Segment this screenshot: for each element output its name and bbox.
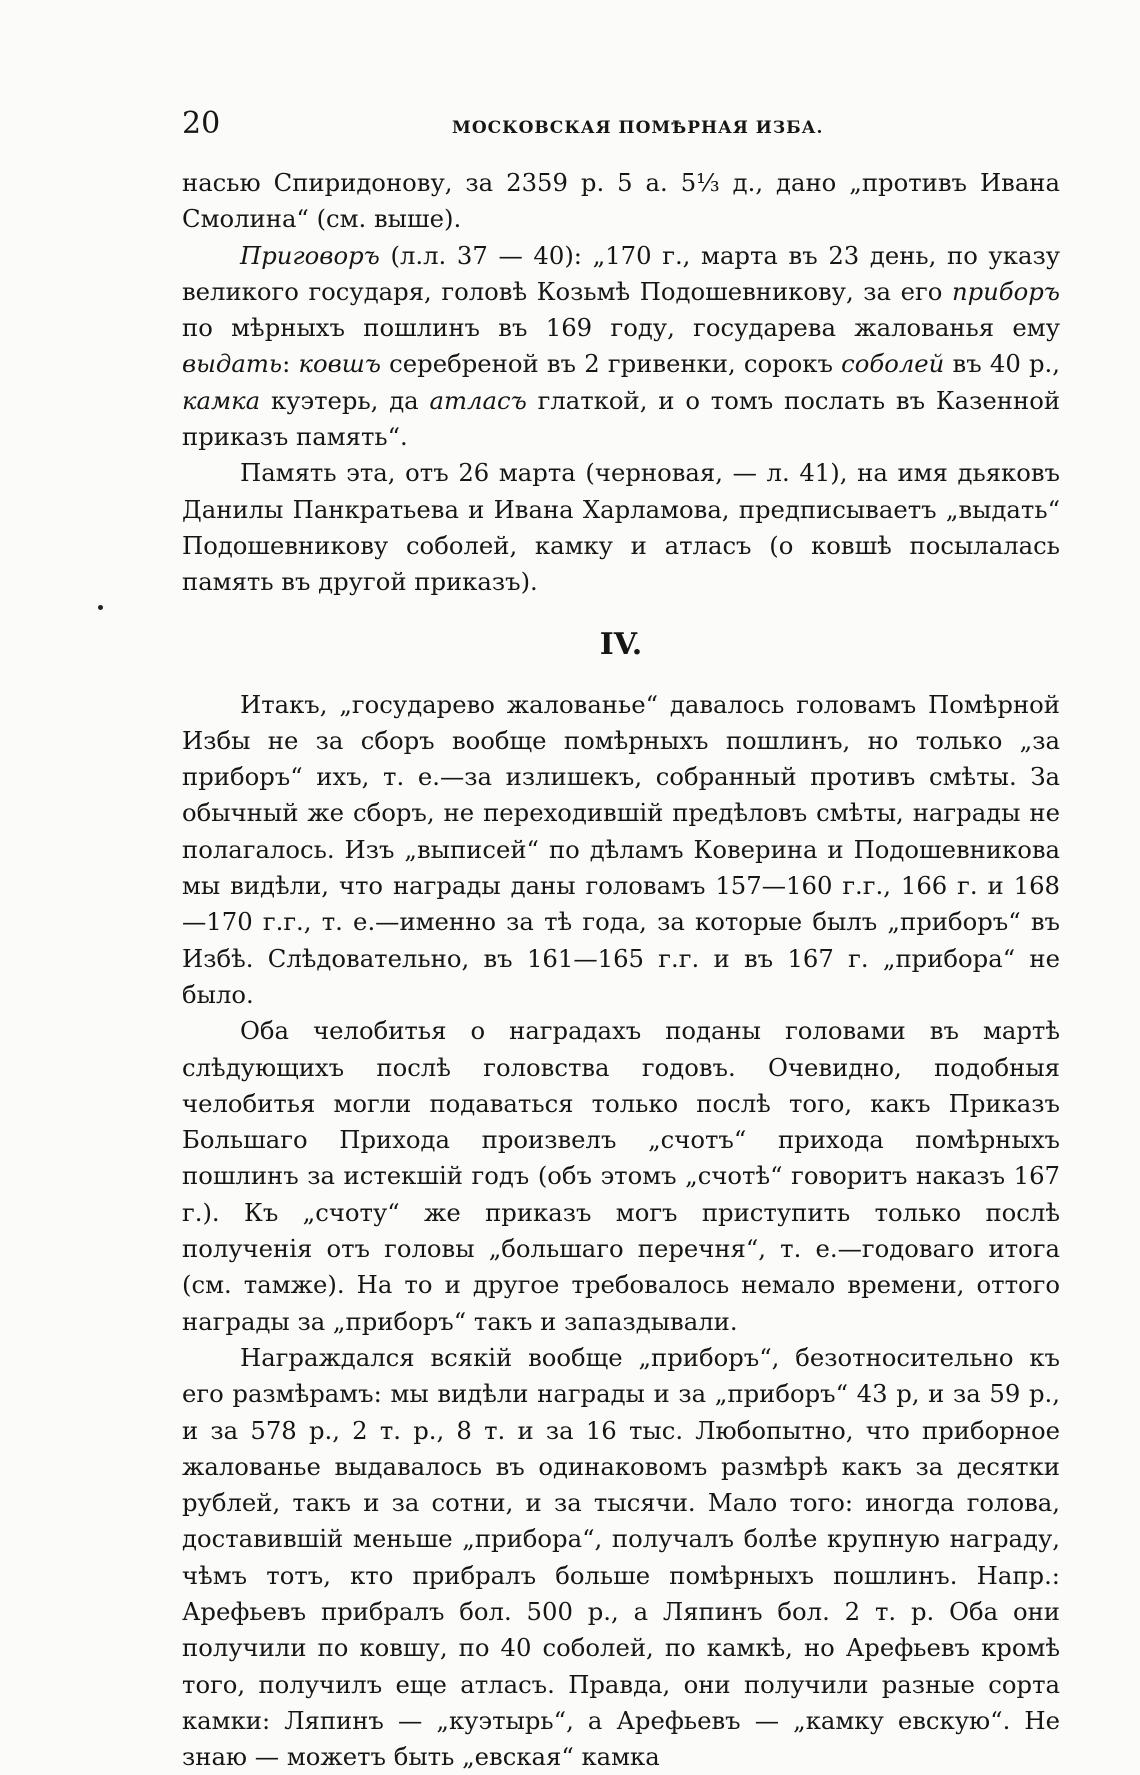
paragraph-2-italic-5: камка — [182, 385, 261, 415]
section-number: IV. — [599, 626, 643, 662]
paragraph-2-text-e: въ 40 р., — [944, 349, 1060, 379]
paragraph-2-italic-2: выдать — [182, 349, 283, 379]
paragraph-2-text-f: куэтерь, да — [260, 385, 430, 415]
paragraph-1: насью Спиридонову, за 2359 р. 5 а. 5⅓ д., дано „противъ Ивана Смолина“ (см. выше). — [182, 168, 1060, 234]
paragraph-5: Оба челобитья о наградахъ поданы головами въ мартѣ слѣдующихъ послѣ головства годовъ. Очевидно, подобныя челобитья могли подаваться только послѣ того, какъ Приказъ Большаго Прихода произвелъ „счотъ“ прихода помѣрныхъ пошлинъ за истекшій годъ (объ этомъ „счотѣ“ говоритъ наказъ 167 г.). Къ „счоту“ же приказъ могъ приступить только послѣ полученія отъ головы „большаго перечня“, т. е.—годоваго итога (см. тамже). На то и другое требовалось немало времени, оттого награды за „приборъ“ такъ и запаздывали. — [182, 1016, 1060, 1336]
paragraph-2-italic-3: ковшъ — [298, 349, 381, 379]
paragraph-2-text-a: (л.л. 37 — 40): „170 г., марта въ 23 день, по указу великого государя, головѣ Козьмѣ Подошевникову, за его — [182, 240, 1060, 306]
paragraph-2-italic-1: приборъ — [951, 276, 1060, 306]
running-head: МОСКОВСКАЯ ПОМѢРНАЯ ИЗБА. — [452, 118, 824, 138]
paragraph-2-lead: Приговоръ — [240, 240, 380, 270]
page-number: 20 — [182, 106, 221, 141]
paragraph-2-text-c: : — [282, 349, 299, 379]
paragraph-2-italic-6: атласъ — [429, 385, 527, 415]
paragraph-2-text-g: глаткой, и о томъ послать въ Казенной приказъ память“. — [182, 385, 1061, 452]
paragraph-2 — [182, 238, 1060, 456]
paragraph-2-text-d: серебреной въ 2 гривенки, сорокъ — [380, 349, 842, 379]
paragraph-2-italic-4: соболей — [841, 349, 945, 379]
paragraph-3: Память эта, отъ 26 марта (черновая, — л. 41), на имя дьяковъ Данилы Панкратьева и Ивана Харламова, предписываетъ „выдать“ Подошевникову соболей, камку и атласъ (о ковшѣ посылалась память въ другой приказъ). — [182, 458, 1060, 597]
page-header — [182, 106, 1062, 146]
paragraph-4: Итакъ, „государево жалованье“ давалось головамъ Помѣрной Избы не за сборъ вообще помѣрныхъ пошлинъ, но только „за приборъ“ ихъ, т. е.—за излишекъ, собранный противъ смѣты. За обычный же сборъ, не переходившій предѣловъ смѣты, награды не полагалось. Изъ „выписей“ по дѣламъ Коверина и Подошевникова мы видѣли, что награды даны головамъ 157—160 г.г., 166 г. и 168—170 г.г., т. е.—именно за тѣ года, за которые былъ „приборъ“ въ Избѣ. Слѣдовательно, въ 161—165 г.г. и въ 167 г. „прибора“ не было. — [182, 689, 1060, 1009]
margin-dot — [98, 605, 103, 610]
paragraph-6: Награждался всякій вообще „приборъ“, безотносительно къ его размѣрамъ: мы видѣли награды и за „приборъ“ 43 р, и за 59 р., и за 578 р., 2 т. р., 8 т. и за 16 тыс. Любопытно, что приборное жалованье выдавалось въ одинаковомъ размѣрѣ какъ за десятки рублей, такъ и за сотни, и за тысячи. Мало того: иногда голова, доставившій меньше „прибора“, получалъ болѣе крупную награду, чѣмъ тотъ, кто прибралъ больше помѣрныхъ пошлинъ. Напр.: Арефьевъ прибралъ бол. 500 р., а Ляпинъ бол. 2 т. р. Оба они получили по ковшу, по 40 соболей, по камкѣ, но Арефьевъ кромѣ того, получилъ еще атласъ. Правда, они получили разные сорта камки: Ляпинъ — „куэтырь“, а Арефьевъ — „камку евскую“. Не знаю — можетъ быть „евская“ камка — [182, 1342, 1060, 1772]
paragraph-2-text-b: по мѣрныхъ пошлинъ въ 169 году, государева жалованья ему — [182, 313, 1060, 343]
body-text — [182, 165, 1060, 1775]
